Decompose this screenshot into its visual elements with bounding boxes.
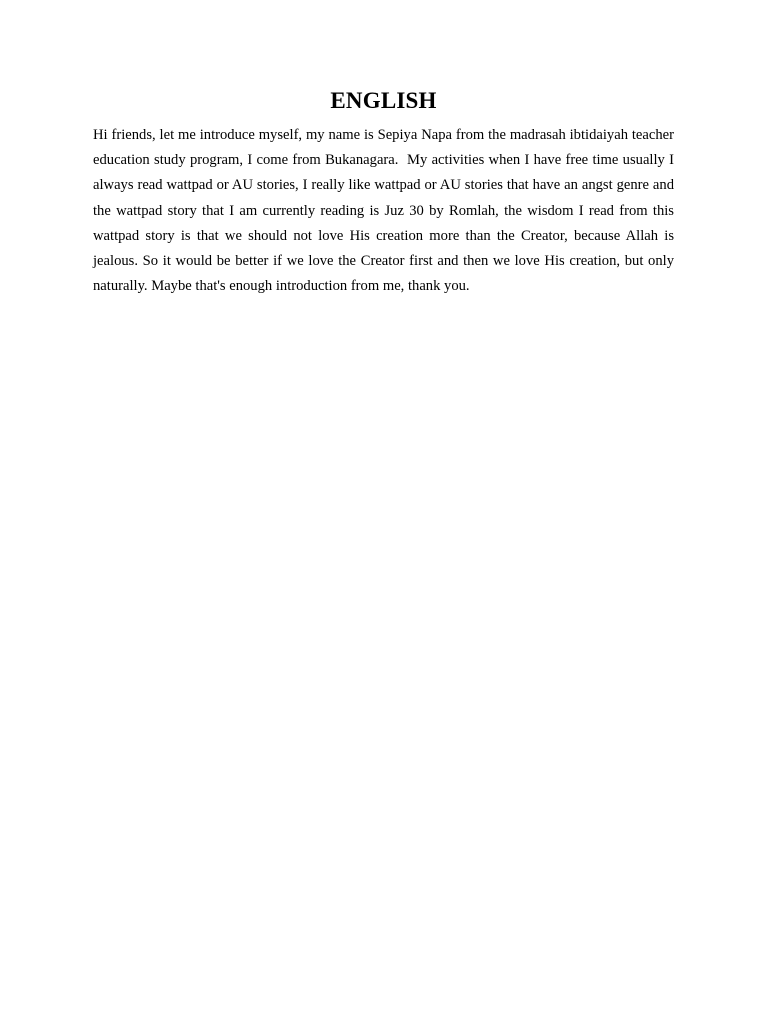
document-title: ENGLISH <box>330 88 437 113</box>
document-paragraph: Hi friends, let me introduce myself, my name is Sepiya Napa from the madrasah ibtidaiyah teacher education study program, I come from Bukanagara. My activities when I have free time usually I always read wattpad or AU stories, I really like wattpad or AU stories that have an angst genre and the wattpad story that I am currently reading is Juz 30 by Romlah, the wisdom I read from this wattpad story is that we should not love His creation more than the Creator, because Allah is jealous. So it would be better if we love the Creator first and then we love His creation, but only naturally. Maybe that's enough introduction from me, thank you. <box>93 127 678 295</box>
